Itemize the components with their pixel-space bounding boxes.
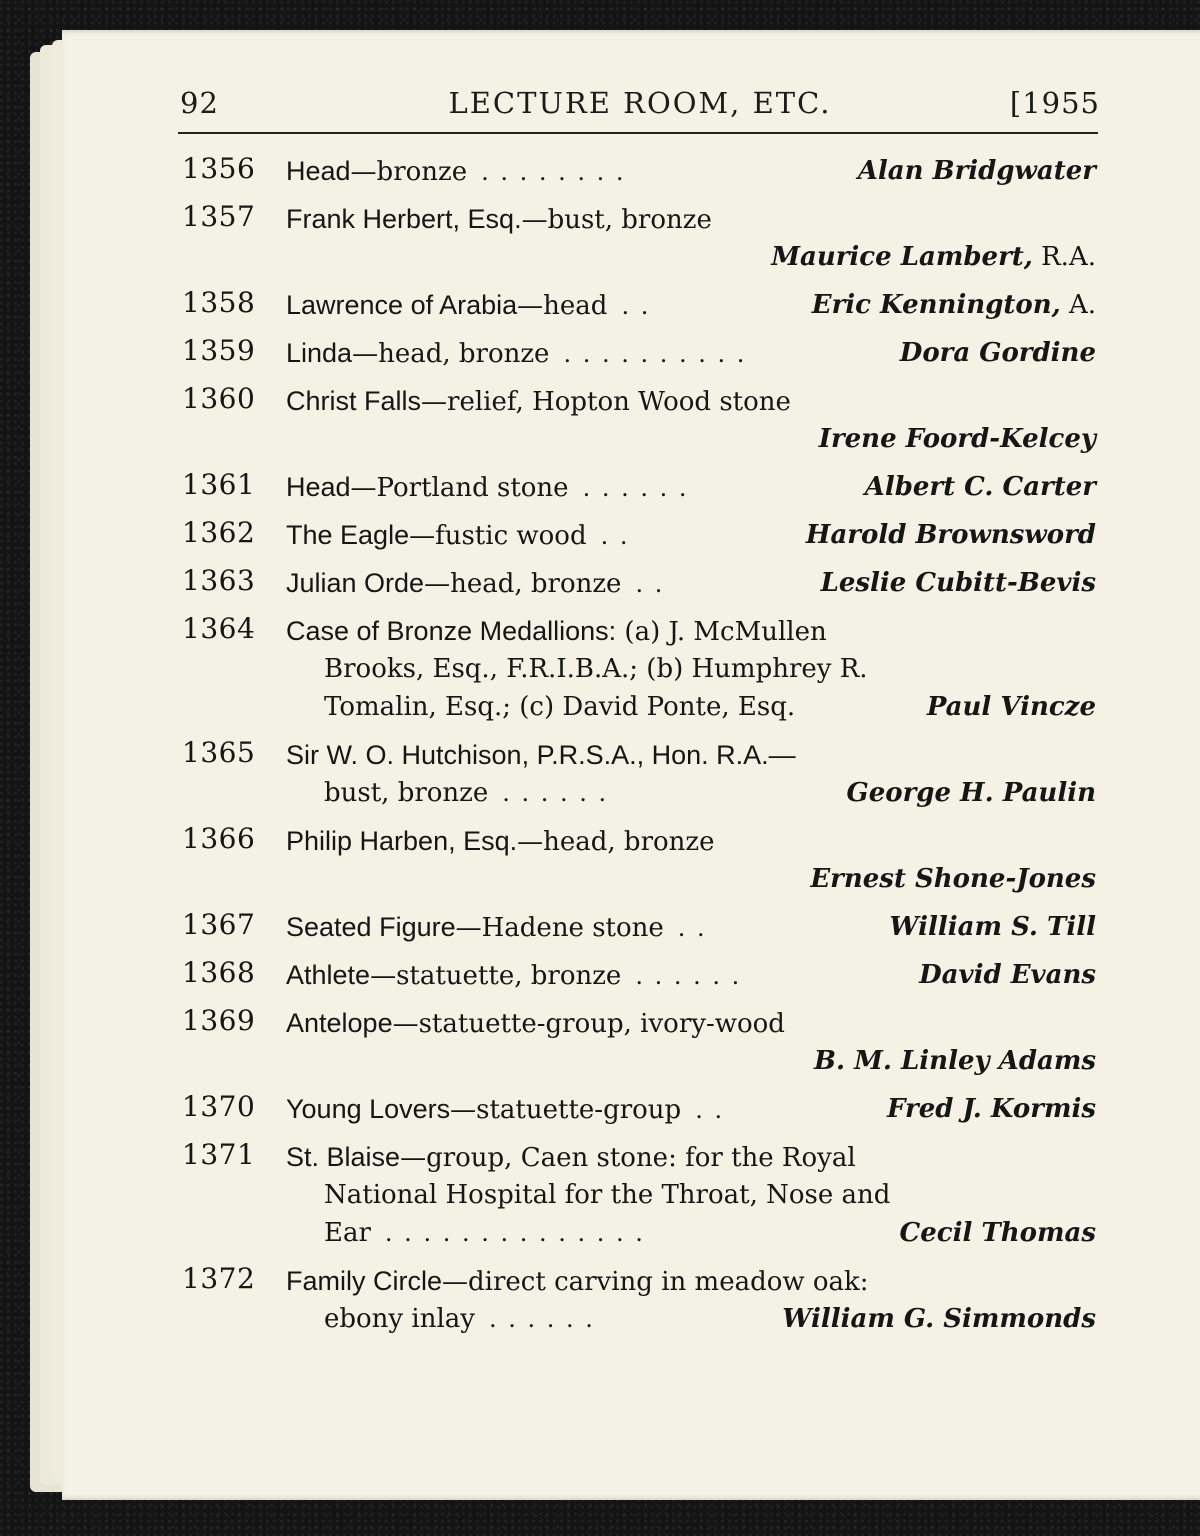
artist-name-text: William G. Simmonds (782, 1304, 1096, 1334)
work-title: Antelope (286, 1008, 393, 1038)
artist-name-text: Paul Vincze (926, 692, 1096, 722)
artist-line (286, 238, 1096, 276)
entry-body (286, 334, 1096, 372)
entry-number: 1365 (182, 736, 256, 769)
entry-body (286, 736, 1096, 812)
work-description: Tomalin, Esq.; (c) David Ponte, Esq. (324, 692, 796, 722)
work-description: —head, bronze (517, 827, 715, 857)
work-title: Young Lovers (286, 1094, 451, 1124)
entry-line (286, 334, 1096, 372)
entry-number: 1371 (182, 1138, 256, 1171)
work-description: Ear (324, 1218, 371, 1248)
entry-body (286, 564, 1096, 602)
header-rule (178, 132, 1098, 134)
entry-number: 1370 (182, 1090, 256, 1123)
artist-name (865, 468, 1096, 506)
entry-number: 1356 (182, 152, 256, 185)
work-title: Seated Figure (286, 912, 456, 942)
artist-name-text: David Evans (919, 960, 1096, 990)
entry-body (286, 152, 1096, 190)
artist-name (887, 1090, 1096, 1128)
leader-dots: . . (695, 1096, 725, 1124)
leader-dots: . . (600, 522, 630, 550)
entry-line (286, 822, 1096, 860)
work-description: —bronze (350, 157, 468, 187)
entry-body (286, 1262, 1096, 1338)
entry-number: 1367 (182, 908, 256, 941)
catalogue-entry (182, 382, 1096, 458)
entry-body (286, 382, 1096, 458)
entry-line (286, 200, 1096, 238)
artist-name-text: Dora Gordine (899, 338, 1096, 368)
entry-number: 1362 (182, 516, 256, 549)
work-title: Julian Orde (286, 568, 425, 598)
catalogue-entry (182, 152, 1096, 190)
artist-name (806, 516, 1096, 554)
catalogue-entry (182, 956, 1096, 994)
artist-name (919, 956, 1096, 994)
leader-dots: . . . . . . (582, 474, 689, 502)
entry-number: 1360 (182, 382, 256, 415)
entry-number: 1369 (182, 1004, 256, 1037)
entry-number: 1361 (182, 468, 256, 501)
work-description: (a) J. McMullen (616, 617, 827, 647)
artist-name-text: Eric Kennington, (811, 290, 1061, 320)
work-title: Philip Harben, Esq. (286, 826, 518, 856)
catalogue-entry (182, 908, 1096, 946)
catalogue-entry (182, 822, 1096, 898)
entry-body (286, 908, 1096, 946)
entry-number: 1359 (182, 334, 256, 367)
work-title: Head (286, 156, 351, 186)
work-title: Lawrence of Arabia (286, 290, 518, 320)
entry-line (286, 1176, 1096, 1214)
artist-name (771, 238, 1096, 276)
leader-dots: . . . . . . (635, 962, 742, 990)
work-description: —statuette-group (450, 1095, 682, 1125)
work-title: Case of Bronze Medallions: (286, 616, 617, 646)
artist-name (900, 1214, 1096, 1252)
artist-name-text: Maurice Lambert, (771, 242, 1033, 272)
artist-name-text: Fred J. Kormis (887, 1094, 1096, 1124)
entry-number: 1357 (182, 200, 256, 233)
artist-name-text: B. M. Linley Adams (814, 1046, 1096, 1076)
work-description: —statuette, bronze (370, 961, 622, 991)
work-description: ebony inlay (324, 1304, 475, 1334)
artist-name-text: Albert C. Carter (864, 472, 1096, 502)
catalogue-entry (182, 736, 1096, 812)
leader-dots: . . . . . . (488, 1305, 595, 1333)
entry-line (286, 612, 1096, 650)
entry-line (286, 688, 1096, 726)
work-description: —Hadene stone (455, 913, 664, 943)
work-description: —head, bronze (352, 339, 550, 369)
page-number: 92 (180, 86, 219, 120)
artist-name (927, 688, 1096, 726)
entry-number: 1364 (182, 612, 256, 645)
leader-dots: . . . . . . (502, 779, 609, 807)
work-description: Brooks, Esq., F.R.I.B.A.; (b) Humphrey R. (324, 654, 868, 684)
entry-line (286, 564, 1096, 602)
work-description: —group, Caen stone: for the Royal (400, 1143, 856, 1173)
work-title: Athlete (286, 960, 371, 990)
entry-body (286, 516, 1096, 554)
catalogue-entry (182, 200, 1096, 276)
artist-name-text: Cecil Thomas (899, 1218, 1096, 1248)
artist-name (821, 564, 1096, 602)
artist-line (286, 420, 1096, 458)
entry-number: 1358 (182, 286, 256, 319)
work-description: —direct carving in meadow oak: (442, 1267, 869, 1297)
entry-body (286, 956, 1096, 994)
catalogue-entry (182, 516, 1096, 554)
catalogue-entry (182, 468, 1096, 506)
artist-name (782, 1300, 1096, 1338)
leader-dots: . . . . . . . . . . . . . . (384, 1219, 645, 1247)
artist-name-text: Irene Foord-Kelcey (818, 424, 1096, 454)
entry-line (286, 736, 1096, 774)
work-title: Head (286, 472, 351, 502)
entry-line (286, 908, 1096, 946)
work-description: —fustic wood (409, 521, 587, 551)
entry-body (286, 612, 1096, 726)
entry-line (286, 1004, 1096, 1042)
work-title: Frank Herbert, Esq. (286, 204, 522, 234)
entry-body (286, 286, 1096, 324)
artist-name (810, 860, 1096, 898)
entry-line (286, 286, 1096, 324)
entry-number: 1366 (182, 822, 256, 855)
artist-name-text: William S. Till (889, 912, 1096, 942)
entry-body (286, 822, 1096, 898)
entry-line (286, 1214, 1096, 1252)
leader-dots: . . (621, 292, 651, 320)
work-description: —statuette-group, ivory-wood (392, 1009, 785, 1039)
artist-name-text: Harold Brownsword (805, 520, 1096, 550)
work-description: —head, bronze (424, 569, 622, 599)
artist-name (814, 1042, 1096, 1080)
work-title: Family Circle (286, 1266, 443, 1296)
entry-line (286, 1138, 1096, 1176)
catalogue-entries (182, 152, 1096, 1348)
entry-line (286, 650, 1096, 688)
artist-line (286, 1042, 1096, 1080)
entry-line (286, 1262, 1096, 1300)
entry-line (286, 1090, 1096, 1128)
catalogue-entry (182, 564, 1096, 602)
entry-body (286, 468, 1096, 506)
entry-body (286, 1004, 1096, 1080)
header-year: [1955 (1009, 86, 1100, 120)
artist-name-text: Ernest Shone-Jones (810, 864, 1096, 894)
work-title: The Eagle (286, 520, 410, 550)
work-title: Sir W. O. Hutchison, P.R.S.A., Hon. R.A.— (286, 740, 796, 770)
catalogue-entry (182, 1004, 1096, 1080)
artist-name-text: Alan Bridgwater (857, 156, 1096, 186)
catalogue-entry (182, 612, 1096, 726)
catalogue-entry (182, 334, 1096, 372)
leader-dots: . . . . . . . . (481, 158, 626, 186)
catalogue-entry (182, 286, 1096, 324)
artist-name (889, 908, 1096, 946)
page-title: LECTURE ROOM, ETC. (448, 86, 832, 120)
entry-line (286, 774, 1096, 812)
artist-name (900, 334, 1096, 372)
artist-suffix: R.A. (1032, 242, 1096, 272)
catalogue-entry (182, 1090, 1096, 1128)
artist-name (847, 774, 1097, 812)
work-title: St. Blaise (286, 1142, 401, 1172)
artist-name-text: George H. Paulin (846, 778, 1096, 808)
work-title: Linda (286, 338, 353, 368)
artist-name (858, 152, 1096, 190)
running-head (180, 86, 1100, 130)
entry-body (286, 1090, 1096, 1128)
entry-line (286, 468, 1096, 506)
artist-name (819, 420, 1096, 458)
entry-line (286, 1300, 1096, 1338)
catalogue-entry (182, 1262, 1096, 1338)
entry-line (286, 956, 1096, 994)
artist-name-text: Leslie Cubitt-Bevis (820, 568, 1096, 598)
leader-dots: . . . . . . . . . . (563, 340, 747, 368)
work-description: —relief, Hopton Wood stone (421, 387, 791, 417)
work-description: —bust, bronze (521, 205, 712, 235)
entry-line (286, 152, 1096, 190)
entry-line (286, 382, 1096, 420)
artist-suffix: A. (1060, 290, 1096, 320)
artist-name (812, 286, 1096, 324)
leader-dots: . . (677, 914, 707, 942)
entry-number: 1372 (182, 1262, 256, 1295)
work-description: National Hospital for the Throat, Nose and (324, 1180, 891, 1210)
work-description: —head (517, 291, 608, 321)
entry-number: 1368 (182, 956, 256, 989)
work-description: —Portland stone (350, 473, 569, 503)
work-description: bust, bronze (324, 778, 489, 808)
catalogue-entry (182, 1138, 1096, 1252)
entry-body (286, 1138, 1096, 1252)
entry-number: 1363 (182, 564, 256, 597)
work-title: Christ Falls (286, 386, 422, 416)
entry-line (286, 516, 1096, 554)
leader-dots: . . (635, 570, 665, 598)
artist-line (286, 860, 1096, 898)
entry-body (286, 200, 1096, 276)
